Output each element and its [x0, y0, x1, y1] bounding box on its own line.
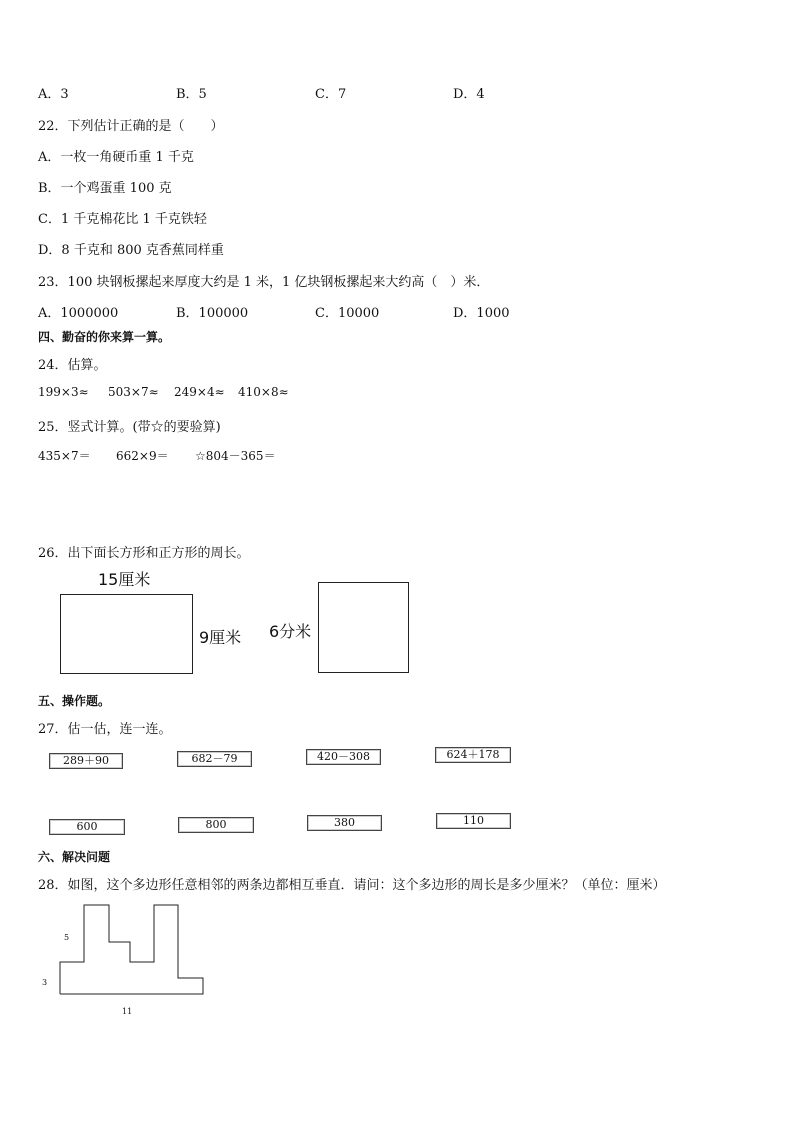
q25-item-3: ☆804－365＝ [195, 449, 276, 463]
q22-option-d: D．8 千克和 800 克香蕉同样重 [38, 243, 224, 258]
q23-option-a: A．1000000 [38, 306, 119, 321]
value-card-1[interactable]: 600 [49, 819, 125, 835]
q24-stem: 24．估算。 [38, 358, 107, 373]
q21-option-a: A．3 [38, 87, 69, 102]
polygon-label-3: 3 [42, 978, 48, 987]
q22-option-a: A．一枚一角硬币重 1 千克 [38, 150, 194, 165]
q23-stem: 23．100 块钢板摞起来厚度大约是 1 米，1 亿块钢板摞起来大约高（ ）米． [38, 275, 490, 290]
expression-card-4[interactable]: 624＋178 [435, 747, 511, 763]
expression-card-2[interactable]: 682－79 [177, 751, 252, 767]
q21-option-d: D．4 [453, 87, 485, 102]
expression-card-1[interactable]: 289＋90 [49, 753, 123, 769]
q24-item-2: 503×7≈ [108, 385, 159, 399]
q23-option-d: D．1000 [453, 306, 510, 321]
q26-stem: 26．出下面长方形和正方形的周长。 [38, 546, 250, 561]
polygon-label-11: 11 [122, 1007, 133, 1016]
q25-item-2: 662×9＝ [116, 449, 169, 463]
q23-option-c: C．10000 [315, 306, 380, 321]
q24-item-1: 199×3≈ [38, 385, 89, 399]
q21-option-c: C．7 [315, 87, 347, 102]
q22-stem: 22．下列估计正确的是（ ） [38, 119, 224, 134]
q23-option-b: B．100000 [176, 306, 249, 321]
expression-card-3[interactable]: 420－308 [306, 749, 381, 765]
polygon-label-5: 5 [64, 933, 70, 942]
q25-stem: 25．竖式计算。(带☆的要验算) [38, 420, 221, 435]
q22-option-b: B．一个鸡蛋重 100 克 [38, 181, 172, 196]
q25-item-1: 435×7＝ [38, 449, 91, 463]
q21-option-b: B．5 [176, 87, 207, 102]
section-6-heading: 六、解决问题 [38, 850, 111, 864]
rect-height-label: 9厘米 [199, 628, 242, 647]
value-card-4[interactable]: 110 [436, 813, 511, 829]
q24-item-4: 410×8≈ [238, 385, 289, 399]
section-4-heading: 四、勤奋的你来算一算。 [38, 330, 171, 344]
q22-option-c: C．1 千克棉花比 1 千克铁轻 [38, 212, 207, 227]
q28-stem: 28．如图，这个多边形任意相邻的两条边都相互垂直．请问：这个多边形的周长是多少厘米？（单位：厘米） [38, 878, 666, 893]
section-5-heading: 五、操作题。 [38, 694, 111, 708]
value-card-3[interactable]: 380 [307, 815, 382, 831]
q24-item-3: 249×4≈ [174, 385, 225, 399]
rect-width-label: 15厘米 [98, 570, 151, 589]
q27-stem: 27．估一估，连一连。 [38, 722, 172, 737]
square-side-label: 6分米 [269, 622, 312, 641]
value-card-2[interactable]: 800 [178, 817, 254, 833]
